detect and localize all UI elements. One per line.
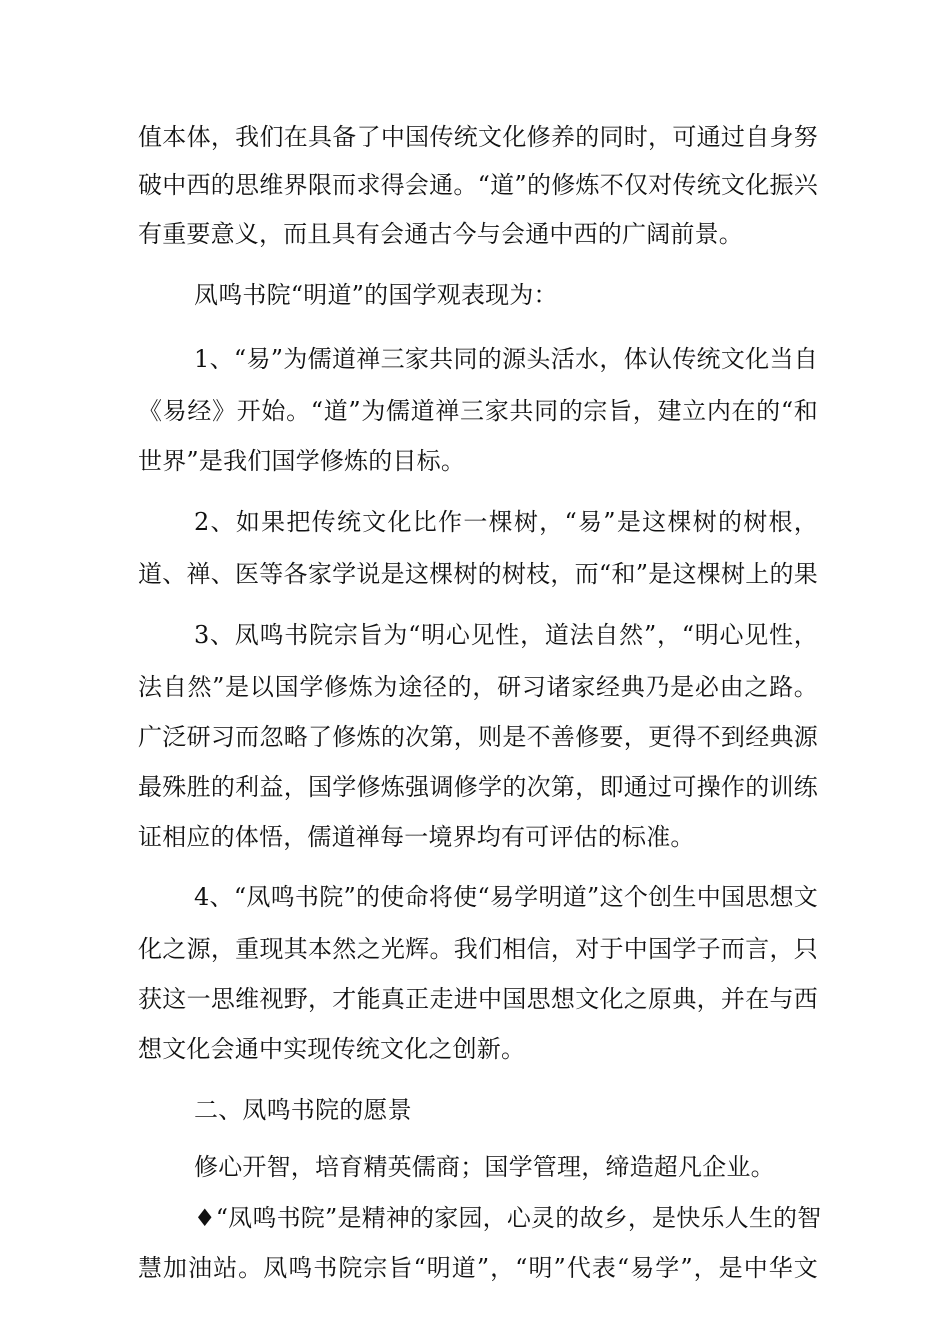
text-line: 慧加油站。凤鸣书院宗旨“明道”，“明”代表“易学”，是中华文: [138, 1254, 818, 1282]
text-line: 值本体，我们在具备了中国传统文化修养的同时，可通过自身努: [138, 123, 818, 151]
text-line: 广泛研习而忽略了修炼的次第，则是不善修要，更得不到经典源: [138, 723, 818, 751]
text-line: 道、禅、医等各家学说是这棵树的树枝，而“和”是这棵树上的果: [138, 560, 818, 588]
text-line: 1、“易”为儒道禅三家共同的源头活水，体认传统文化当自: [194, 345, 818, 373]
text-line: 3、凤鸣书院宗旨为“明心见性，道法自然”，“明心见性，: [194, 621, 818, 649]
text-line: 有重要意义，而且具有会通古今与会通中西的广阔前景。: [138, 220, 743, 248]
text-line: 《易经》开始。“道”为儒道禅三家共同的宗旨，建立内在的“和: [138, 397, 818, 425]
text-line: 破中西的思维界限而求得会通。“道”的修炼不仅对传统文化振兴: [138, 171, 818, 199]
text-line: 凤鸣书院“明道”的国学观表现为：: [194, 281, 558, 309]
text-line: 获这一思维视野，才能真正走进中国思想文化之原典，并在与西: [138, 985, 818, 1013]
text-line: 最殊胜的利益，国学修炼强调修学的次第，即通过可操作的训练: [138, 773, 818, 801]
text-line: 世界”是我们国学修炼的目标。: [138, 447, 466, 475]
text-line: 证相应的体悟，儒道禅每一境界均有可评估的标准。: [138, 823, 695, 851]
text-line: 2、如果把传统文化比作一棵树，“易”是这棵树的树根，: [194, 508, 818, 536]
text-line: 化之源，重现其本然之光辉。我们相信，对于中国学子而言，只: [138, 935, 818, 963]
text-line: 4、“凤鸣书院”的使命将使“易学明道”这个创生中国思想文: [194, 883, 818, 911]
text-line: 想文化会通中实现传统文化之创新。: [138, 1035, 526, 1063]
text-line: ♦“凤鸣书院”是精神的家园，心灵的故乡，是快乐人生的智: [194, 1204, 822, 1232]
text-line: 修心开智，培育精英儒商；国学管理，缔造超凡企业。: [194, 1153, 775, 1181]
text-line: 法自然”是以国学修炼为途径的，研习诸家经典乃是必由之路。: [138, 673, 818, 701]
text-line: 二、凤鸣书院的愿景: [194, 1096, 412, 1124]
